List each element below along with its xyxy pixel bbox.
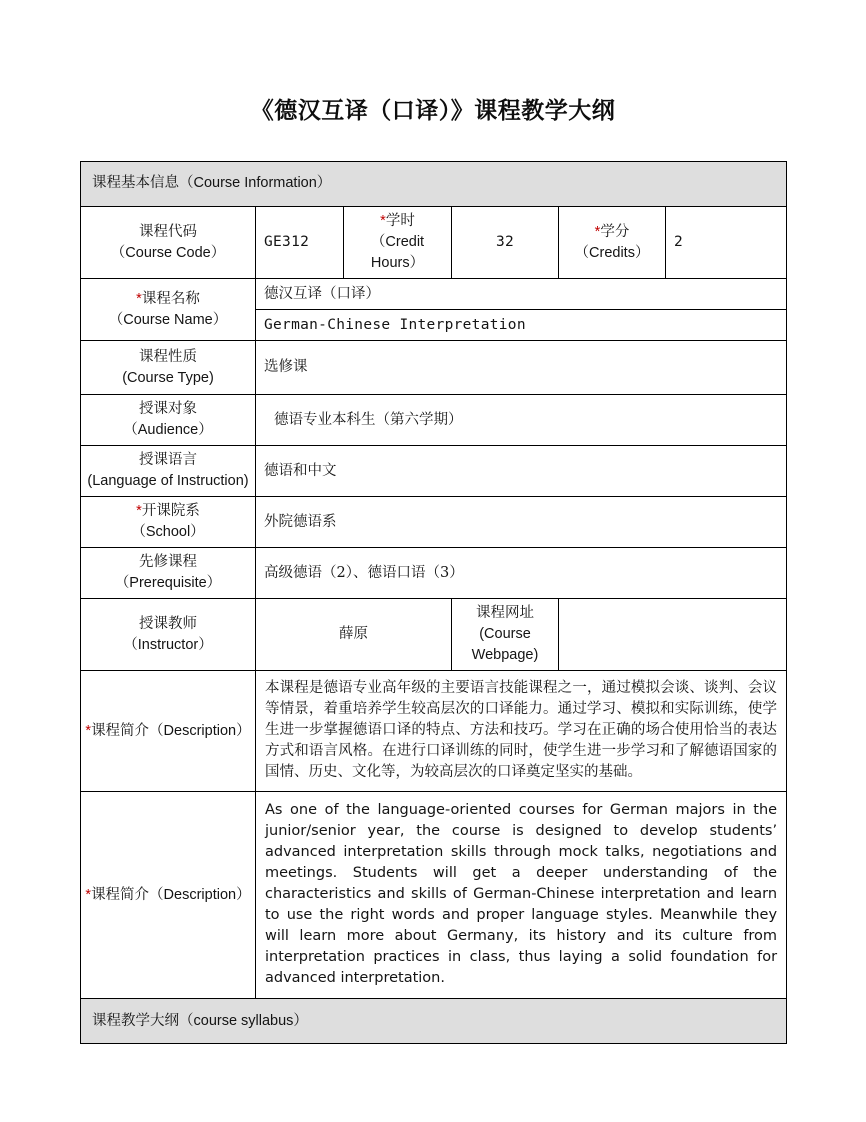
- required-asterisk-description-cn: *: [85, 722, 92, 739]
- label-credit-hours: *学时 （Credit Hours）: [344, 207, 452, 279]
- value-prerequisite[interactable]: 高级德语（2）、德语口语（3）: [256, 548, 787, 599]
- label-credits: *学分 （Credits）: [559, 207, 666, 279]
- table-row-instructor: [81, 599, 787, 671]
- table-row-school: [81, 497, 787, 548]
- label-language-of-instruction: 授课语言 (Language of Instruction): [81, 446, 256, 497]
- table-row-description-en: [81, 792, 787, 999]
- value-instructor[interactable]: 薛原: [256, 599, 452, 671]
- value-language-of-instruction[interactable]: 德语和中文: [256, 446, 787, 497]
- required-asterisk-course-name: *: [136, 290, 142, 307]
- table-row-course-code: [81, 207, 787, 279]
- value-credits[interactable]: 2: [666, 207, 787, 279]
- label-prerequisite: 先修课程 （Prerequisite）: [81, 548, 256, 599]
- course-information-table: [80, 161, 787, 1044]
- table-row-course-name-cn: [81, 279, 787, 310]
- value-school[interactable]: 外院德语系: [256, 497, 787, 548]
- required-asterisk-description-en: *: [85, 886, 92, 903]
- label-course-code: 课程代码 （Course Code）: [81, 207, 256, 279]
- value-credit-hours[interactable]: 32: [452, 207, 559, 279]
- table-row-section-footer: [81, 999, 787, 1044]
- label-description-en: *课程简介（Description）: [81, 792, 256, 999]
- required-asterisk-school: *: [136, 503, 142, 520]
- value-description-en[interactable]: As one of the language-oriented courses for German majors in the junior/senior year, the course is designed to develop students’ advanced interpretation skills through mock talks, negotiations and meetings. Students will get a deeper understanding of the characteristics and skills of German-Chinese interpretation and learn to use the right words and proper language styles. Meanwhile they will learn more about Germany, its history and its culture from interpretation practices in class, thus laying a solid foundation for advanced interpretation.: [256, 792, 787, 999]
- label-audience: 授课对象 （Audience）: [81, 395, 256, 446]
- label-course-type: 课程性质 (Course Type): [81, 341, 256, 395]
- value-course-type[interactable]: 选修课: [256, 341, 787, 395]
- value-course-code[interactable]: GE312: [256, 207, 344, 279]
- value-course-name-cn[interactable]: 德汉互译（口译）: [256, 279, 787, 310]
- value-course-webpage[interactable]: [559, 599, 787, 671]
- table-row-language-of-instruction: [81, 446, 787, 497]
- value-description-cn[interactable]: 本课程是德语专业高年级的主要语言技能课程之一，通过模拟会谈、谈判、会议等情景，着重培养学生较高层次的口译能力。通过学习、模拟和实际训练，使学生进一步掌握德语口译的特点、方法和技巧。学习在正确的场合使用恰当的表达方式和语言风格。在进行口译训练的同时，使学生进一步学习和了解德语国家的国情、历史、文化等，为较高层次的口译奠定坚实的基础。: [256, 671, 787, 792]
- label-school: *开课院系 （School）: [81, 497, 256, 548]
- page-title: 《德汉互译（口译）》课程教学大纲: [250, 97, 616, 124]
- table-row-prerequisite: [81, 548, 787, 599]
- value-course-name-en[interactable]: German-Chinese Interpretation: [256, 310, 787, 341]
- table-row-description-cn: [81, 671, 787, 792]
- value-audience[interactable]: 德语专业本科生（第六学期）: [256, 395, 787, 446]
- label-course-name: *课程名称 （Course Name）: [81, 279, 256, 341]
- label-course-webpage: 课程网址 (Course Webpage): [452, 599, 559, 671]
- required-asterisk-credits: *: [594, 223, 601, 240]
- label-instructor: 授课教师 （Instructor）: [81, 599, 256, 671]
- section-header-course-information: 课程基本信息（Course Information）: [81, 162, 787, 207]
- table-row-section-header: [81, 162, 787, 207]
- table-row-audience: [81, 395, 787, 446]
- table-row-course-type: [81, 341, 787, 395]
- section-header-course-syllabus: 课程教学大纲（course syllabus）: [81, 999, 787, 1044]
- label-description-cn: *课程简介（Description）: [81, 671, 256, 792]
- required-asterisk-credit-hours: *: [380, 213, 386, 229]
